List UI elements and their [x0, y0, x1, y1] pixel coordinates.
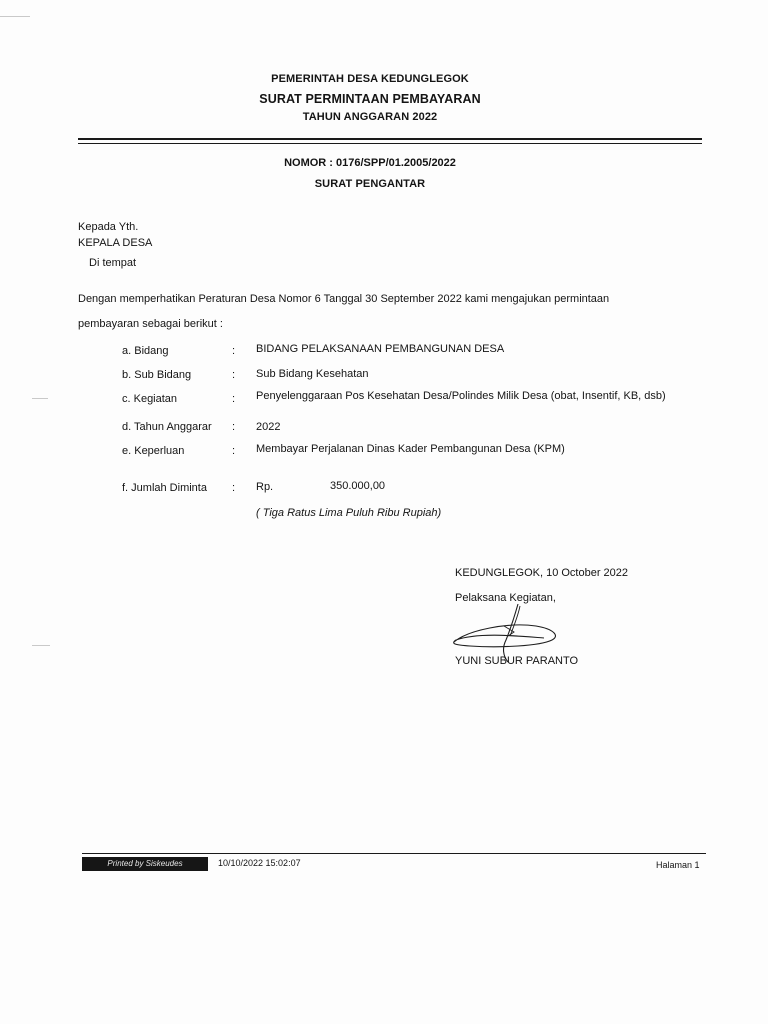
field-colon: :: [232, 345, 236, 357]
field-colon: :: [232, 482, 236, 494]
field-value: 2022: [256, 421, 281, 433]
header-year: TAHUN ANGGARAN 2022: [302, 111, 438, 123]
scan-mark-lower: [32, 645, 50, 646]
nomor-value: 0176/SPP/01.2005/2022: [336, 157, 456, 169]
print-timestamp: 10/10/2022 15:02:07: [218, 858, 301, 868]
addressee-line1: Kepada Yth.: [78, 221, 139, 233]
nomor-label: NOMOR :: [284, 157, 333, 169]
field-value: Penyelenggaraan Pos Kesehatan Desa/Polindes Milik Desa (obat, Insentif, KB, dsb): [256, 390, 666, 402]
addressee-line3: Di tempat: [89, 257, 137, 269]
field-colon: :: [232, 393, 236, 405]
field-colon: :: [232, 445, 236, 457]
field-label: e. Keperluan: [122, 445, 185, 457]
page-number: Halaman 1: [656, 860, 700, 870]
signature-place-date: KEDUNGLEGOK, 10 October 2022: [455, 567, 629, 579]
scan-mark-top: [0, 16, 30, 17]
printed-by-badge: Printed by Siskeudes: [82, 857, 208, 871]
intro-line2: pembayaran sebagai berikut :: [78, 318, 223, 330]
field-value: Sub Bidang Kesehatan: [256, 368, 369, 380]
signature-role: Pelaksana Kegiatan,: [455, 592, 556, 604]
nomor-line: [0, 157, 740, 169]
header-rule-top: [78, 138, 702, 140]
field-value: Rp.: [256, 481, 274, 493]
field-label: c. Kegiatan: [122, 393, 178, 405]
scan-mark-middle: [32, 398, 48, 399]
field-label: d. Tahun Anggarar: [122, 421, 212, 433]
intro-line1: Dengan memperhatikan Peraturan Desa Nomor 6 Tanggal 30 September 2022 kami mengajukan permintaan: [78, 293, 610, 305]
field-label: f. Jumlah Diminta: [122, 482, 207, 494]
field-colon: :: [232, 369, 236, 381]
header-rule-bottom: [78, 143, 702, 144]
signature-name: YUNI SUBUR PARANTO: [455, 655, 579, 667]
field-label: a. Bidang: [122, 345, 169, 357]
footer-rule: [82, 853, 706, 854]
subtitle-surat-pengantar: SURAT PENGANTAR: [314, 178, 426, 190]
field-label: b. Sub Bidang: [122, 369, 192, 381]
field-value: Membayar Perjalanan Dinas Kader Pembangunan Desa (KPM): [256, 443, 565, 455]
field-value: BIDANG PELAKSANAAN PEMBANGUNAN DESA: [256, 343, 505, 355]
header-title: SURAT PERMINTAAN PEMBAYARAN: [259, 92, 481, 106]
addressee-line2: KEPALA DESA: [78, 237, 153, 249]
amount-value: 350.000,00: [330, 480, 386, 492]
amount-in-words: ( Tiga Ratus Lima Puluh Ribu Rupiah): [256, 507, 442, 519]
field-colon: :: [232, 421, 236, 433]
header-government: PEMERINTAH DESA KEDUNGLEGOK: [271, 73, 469, 85]
